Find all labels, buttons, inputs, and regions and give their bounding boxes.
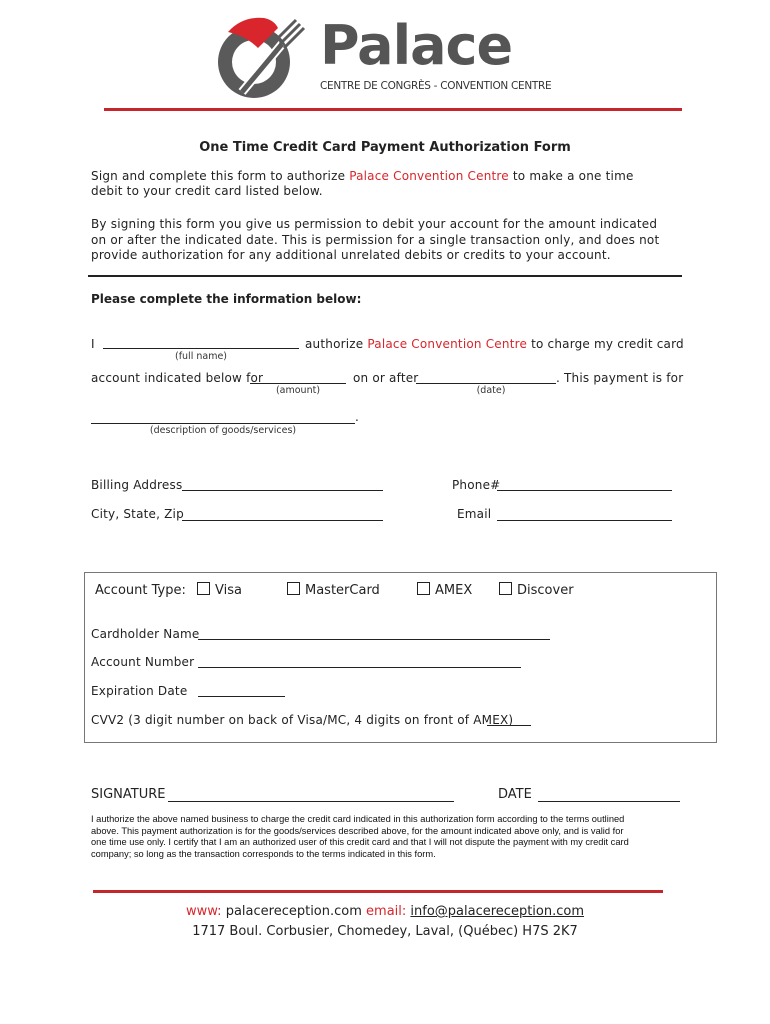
fork-plate-logo-icon: [212, 14, 312, 102]
billing-address-label: Billing Address: [91, 478, 183, 492]
cardholder-label: Cardholder Name: [91, 627, 200, 641]
logo-tagline: CENTRE DE CONGRÈS - CONVENTION CENTRE: [320, 80, 552, 92]
intro-text-end: to make a one time: [508, 169, 634, 183]
mastercard-label: MasterCard: [305, 583, 380, 598]
amount-field[interactable]: [250, 369, 346, 384]
full-name-caption: (full name): [174, 351, 228, 362]
legal-line: one time use only. I certify that I am an authorized user of this credit card and that I will not dispute the payment with my credit card: [91, 837, 629, 848]
billing-address-field[interactable]: [182, 476, 383, 491]
cvv-label: CVV2 (3 digit number on back of Visa/MC, 4 digits on front of AMEX): [91, 713, 514, 727]
signature-label: SIGNATURE: [91, 787, 166, 802]
on-or-after-text: on or after: [353, 371, 419, 385]
permission-line: By signing this form you give us permission to debit your account for the amount indicated: [91, 217, 658, 231]
account-number-label: Account Number: [91, 655, 195, 669]
legal-line: company; so long as the transaction corresponds to the terms indicated in this form.: [91, 848, 436, 859]
account-number-field[interactable]: [198, 653, 521, 668]
permission-line: provide authorization for any additional unrelated debits or credits to your account.: [91, 248, 611, 262]
footer-address: 1717 Boul. Corbusier, Chomedey, Laval, (Québec) H7S 2K7: [192, 924, 578, 939]
amount-caption: (amount): [275, 385, 321, 396]
signature-date-field[interactable]: [538, 786, 680, 802]
auth-company: Palace Convention Centre: [367, 337, 528, 351]
account-indicated-text: account indicated below for: [91, 371, 264, 385]
description-period: .: [355, 410, 360, 424]
discover-checkbox[interactable]: [499, 582, 512, 595]
signature-field[interactable]: [168, 786, 454, 802]
footer-divider: [93, 890, 663, 893]
legal-line: above. This payment authorization is for the goods/services described above, for the amount indicated above only, and is valid for: [91, 825, 624, 836]
full-name-field[interactable]: [103, 334, 299, 349]
email-field[interactable]: [497, 506, 672, 521]
intro-paragraph: [91, 169, 634, 199]
discover-option[interactable]: [499, 582, 574, 598]
email-link[interactable]: info@palacereception.com: [410, 904, 584, 919]
intro-text: Sign and complete this form to authorize: [91, 169, 350, 183]
city-label: City, State, Zip: [91, 507, 184, 521]
header-divider: [104, 108, 682, 111]
description-caption: (description of goods/services): [149, 425, 297, 436]
section-divider: [88, 275, 682, 277]
expiration-label: Expiration Date: [91, 684, 188, 698]
auth-text: [305, 337, 684, 351]
intro-company: Palace Convention Centre: [349, 169, 509, 183]
date-field[interactable]: [416, 369, 556, 384]
www-label: www:: [185, 904, 222, 919]
form-title: One Time Credit Card Payment Authorization Form: [199, 140, 571, 155]
cardholder-field[interactable]: [198, 625, 550, 640]
cvv-field[interactable]: [487, 711, 531, 726]
complete-heading: Please complete the information below:: [91, 292, 362, 306]
mastercard-option[interactable]: [287, 582, 380, 598]
visa-label: Visa: [215, 583, 242, 598]
expiration-field[interactable]: [198, 682, 285, 697]
logo: [212, 14, 562, 104]
account-type-label: Account Type:: [95, 583, 186, 598]
legal-text: [91, 814, 691, 860]
website-link[interactable]: palacereception.com: [225, 904, 362, 919]
amex-label: AMEX: [435, 583, 473, 598]
date-caption: (date): [476, 385, 506, 396]
description-field[interactable]: [91, 409, 355, 424]
amex-checkbox[interactable]: [417, 582, 430, 595]
email-footer-label: email:: [366, 904, 407, 919]
date-label: DATE: [498, 787, 532, 802]
mastercard-checkbox[interactable]: [287, 582, 300, 595]
footer-contact: [0, 904, 770, 919]
city-field[interactable]: [182, 506, 383, 521]
intro-text-line2: debit to your credit card listed below.: [91, 184, 323, 198]
permission-line: on or after the indicated date. This is permission for a single transaction only, and does not: [91, 232, 660, 247]
logo-name: Palace: [320, 14, 513, 77]
auth-i: I: [91, 337, 95, 351]
payment-for-text: . This payment is for: [556, 371, 684, 385]
amex-option[interactable]: [417, 582, 472, 598]
visa-checkbox[interactable]: [197, 582, 210, 595]
discover-label: Discover: [517, 583, 574, 598]
email-label: Email: [457, 507, 492, 521]
auth-end: to charge my credit card: [527, 337, 684, 351]
auth-mid: authorize: [305, 337, 368, 351]
phone-field[interactable]: [497, 476, 672, 491]
permission-paragraph: [91, 217, 659, 264]
visa-option[interactable]: [197, 582, 242, 598]
legal-line: I authorize the above named business to charge the credit card indicated in this authorization form according to the terms outlined: [91, 814, 625, 824]
phone-label: Phone#: [452, 478, 501, 492]
